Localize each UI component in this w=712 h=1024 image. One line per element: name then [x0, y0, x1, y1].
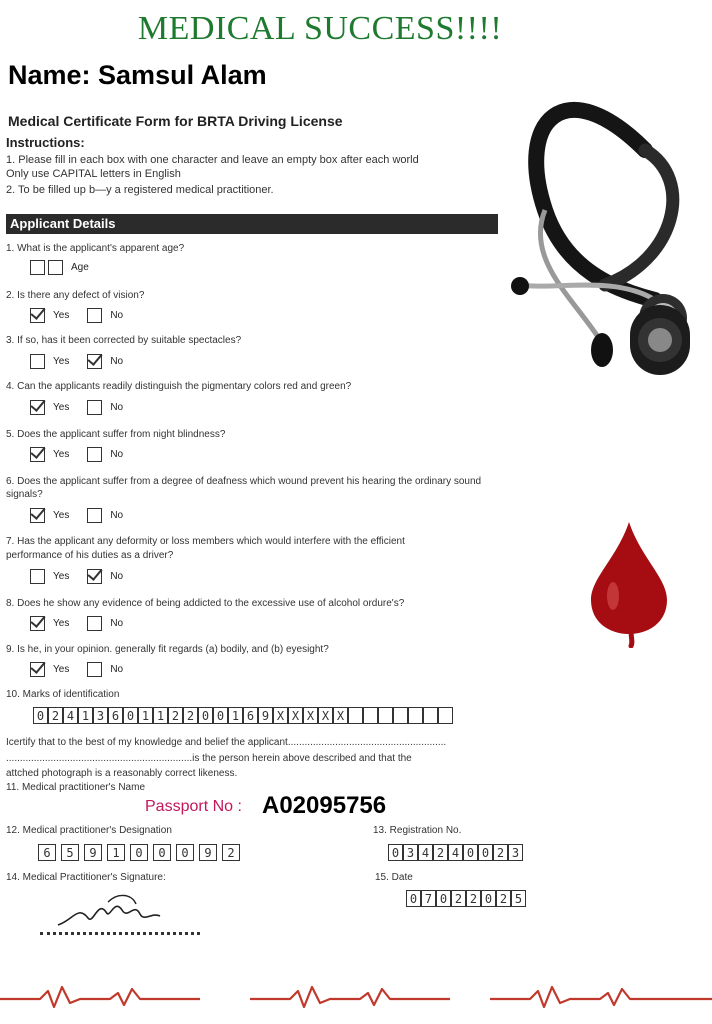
instruction-line: 2. To be filled up b—y a registered medical practitioner.: [6, 184, 274, 196]
char-box[interactable]: X: [273, 707, 288, 724]
option-label: No: [110, 449, 124, 460]
instruction-line: 1. Please fill in each box with one character and leave an empty box after each world: [6, 154, 419, 166]
char-box[interactable]: 7: [421, 890, 436, 907]
designation-boxes: [38, 844, 240, 861]
yes-checkbox[interactable]: [30, 447, 45, 462]
option-label: Yes: [53, 356, 70, 367]
stethoscope-icon: [505, 60, 710, 380]
option-label: Age: [71, 262, 89, 273]
form-title: Medical Certificate Form for BRTA Driving License: [8, 113, 343, 129]
answer-row-5: [30, 447, 141, 462]
char-box[interactable]: 2: [168, 707, 183, 724]
answer-row-1: [30, 260, 107, 275]
question-1: 1. What is the applicant's apparent age?: [6, 243, 185, 254]
no-checkbox[interactable]: [87, 308, 102, 323]
question-7: 7. Has the applicant any deformity or loss members which would interfere with the efficient: [6, 536, 405, 547]
certify-line: Icertify that to the best of my knowledge and belief the applicant.........................................................: [6, 737, 447, 748]
answer-row-3: [30, 354, 141, 369]
char-box[interactable]: 0: [176, 844, 194, 861]
yes-checkbox[interactable]: [30, 662, 45, 677]
option-label: No: [110, 402, 124, 413]
certify-line: ...................................................................is the person herein above described and that the: [6, 753, 412, 764]
option-label: Yes: [53, 510, 70, 521]
option-label: No: [110, 510, 124, 521]
char-box[interactable]: 5: [511, 890, 526, 907]
char-box[interactable]: 2: [493, 844, 508, 861]
char-box[interactable]: 2: [183, 707, 198, 724]
char-box[interactable]: [423, 707, 438, 724]
char-box[interactable]: [438, 707, 453, 724]
char-box[interactable]: 1: [107, 844, 125, 861]
blood-drop-icon: [587, 518, 672, 648]
answer-row-7: [30, 569, 141, 584]
no-checkbox[interactable]: [87, 569, 102, 584]
no-checkbox[interactable]: [87, 400, 102, 415]
char-box[interactable]: 0: [198, 707, 213, 724]
char-box[interactable]: 3: [93, 707, 108, 724]
option-label: Yes: [53, 664, 70, 675]
question-4: 4. Can the applicants readily distinguish the pigmentary colors red and green?: [6, 381, 352, 392]
instruction-line: Only use CAPITAL letters in English: [6, 168, 181, 180]
char-box[interactable]: 0: [153, 844, 171, 861]
char-box[interactable]: 6: [108, 707, 123, 724]
answer-row-9: [30, 662, 141, 677]
option-label: Yes: [53, 402, 70, 413]
marks-boxes: [33, 707, 453, 724]
char-box[interactable]: 0: [481, 890, 496, 907]
applicant-name: Name: Samsul Alam: [8, 60, 267, 90]
char-box[interactable]: 2: [433, 844, 448, 861]
no-checkbox[interactable]: [87, 616, 102, 631]
char-box[interactable]: 0: [130, 844, 148, 861]
age-box[interactable]: [48, 260, 63, 275]
date-label: 15. Date: [375, 872, 413, 883]
char-box[interactable]: 0: [478, 844, 493, 861]
char-box[interactable]: 2: [48, 707, 63, 724]
char-box[interactable]: 1: [228, 707, 243, 724]
date-boxes: [406, 890, 526, 907]
char-box[interactable]: 4: [448, 844, 463, 861]
yes-checkbox[interactable]: [30, 354, 45, 369]
char-box[interactable]: 0: [213, 707, 228, 724]
char-box[interactable]: 2: [222, 844, 240, 861]
char-box[interactable]: [348, 707, 363, 724]
no-checkbox[interactable]: [87, 354, 102, 369]
no-checkbox[interactable]: [87, 447, 102, 462]
instructions-heading: Instructions:: [6, 135, 85, 150]
registration-label: 13. Registration No.: [373, 825, 462, 836]
char-box[interactable]: 1: [78, 707, 93, 724]
signature-scribble: [48, 890, 168, 935]
char-box[interactable]: 5: [61, 844, 79, 861]
certify-line: attched photograph is a reasonably correct likeness.: [6, 768, 238, 779]
section-bar: Applicant Details: [6, 214, 498, 234]
option-label: No: [110, 356, 124, 367]
char-box[interactable]: 0: [463, 844, 478, 861]
char-box[interactable]: [408, 707, 423, 724]
char-box[interactable]: 1: [138, 707, 153, 724]
yes-checkbox[interactable]: [30, 569, 45, 584]
signature-label: 14. Medical Practitioner's Signature:: [6, 872, 166, 883]
char-box[interactable]: [378, 707, 393, 724]
answer-row-4: [30, 400, 141, 415]
char-box[interactable]: 6: [38, 844, 56, 861]
yes-checkbox[interactable]: [30, 508, 45, 523]
option-label: No: [110, 664, 124, 675]
question-8: 8. Does he show any evidence of being addicted to the excessive use of alcohol ordure's?: [6, 598, 405, 609]
question-6: 6. Does the applicant suffer from a degree of deafness which wound prevent his hearing the ordinary sound: [6, 476, 482, 487]
question-2: 2. Is there any defect of vision?: [6, 290, 145, 301]
char-box[interactable]: 3: [403, 844, 418, 861]
char-box[interactable]: 2: [496, 890, 511, 907]
char-box[interactable]: 9: [199, 844, 217, 861]
ecg-line-icon: [0, 985, 712, 1015]
option-label: Yes: [53, 449, 70, 460]
passport-number: A02095756: [262, 792, 387, 819]
char-box[interactable]: 3: [508, 844, 523, 861]
char-box[interactable]: 0: [436, 890, 451, 907]
age-box[interactable]: [30, 260, 45, 275]
char-box[interactable]: 2: [451, 890, 466, 907]
yes-checkbox[interactable]: [30, 616, 45, 631]
answer-row-8: [30, 616, 141, 631]
char-box[interactable]: [363, 707, 378, 724]
question-7-cont: performance of his duties as a driver?: [6, 550, 174, 561]
headline: MEDICAL SUCCESS!!!!: [137, 10, 503, 47]
question-3: 3. If so, has it been corrected by suitable spectacles?: [6, 335, 242, 346]
registration-boxes: [388, 844, 523, 861]
question-9: 9. Is he, in your opinion. generally fit regards (a) bodily, and (b) eyesight?: [6, 644, 329, 655]
yes-checkbox[interactable]: [30, 308, 45, 323]
char-box[interactable]: 4: [63, 707, 78, 724]
char-box[interactable]: X: [303, 707, 318, 724]
char-box[interactable]: X: [333, 707, 348, 724]
option-label: Yes: [53, 310, 70, 321]
char-box[interactable]: X: [288, 707, 303, 724]
char-box[interactable]: 9: [84, 844, 102, 861]
no-checkbox[interactable]: [87, 662, 102, 677]
question-6-cont: signals?: [6, 489, 43, 500]
char-box[interactable]: [393, 707, 408, 724]
answer-row-2: [30, 308, 141, 323]
no-checkbox[interactable]: [87, 508, 102, 523]
yes-checkbox[interactable]: [30, 400, 45, 415]
option-label: Yes: [53, 618, 70, 629]
char-box[interactable]: 0: [388, 844, 403, 861]
option-label: No: [110, 310, 124, 321]
passport-label: Passport No :: [145, 798, 242, 815]
marks-label: 10. Marks of identification: [6, 689, 120, 700]
option-label: No: [110, 618, 124, 629]
char-box[interactable]: 6: [243, 707, 258, 724]
answer-row-6: [30, 508, 141, 523]
char-box[interactable]: 0: [406, 890, 421, 907]
char-box[interactable]: X: [318, 707, 333, 724]
signature-line: [40, 932, 200, 935]
option-label: No: [110, 571, 124, 582]
practitioner-name-label: 11. Medical practitioner's Name: [6, 782, 146, 793]
designation-label: 12. Medical practitioner's Designation: [6, 825, 172, 836]
option-label: Yes: [53, 571, 70, 582]
char-box[interactable]: 9: [258, 707, 273, 724]
char-box[interactable]: 4: [418, 844, 433, 861]
char-box[interactable]: 1: [153, 707, 168, 724]
char-box[interactable]: 2: [466, 890, 481, 907]
question-5: 5. Does the applicant suffer from night blindness?: [6, 429, 226, 440]
char-box[interactable]: 0: [123, 707, 138, 724]
char-box[interactable]: 0: [33, 707, 48, 724]
